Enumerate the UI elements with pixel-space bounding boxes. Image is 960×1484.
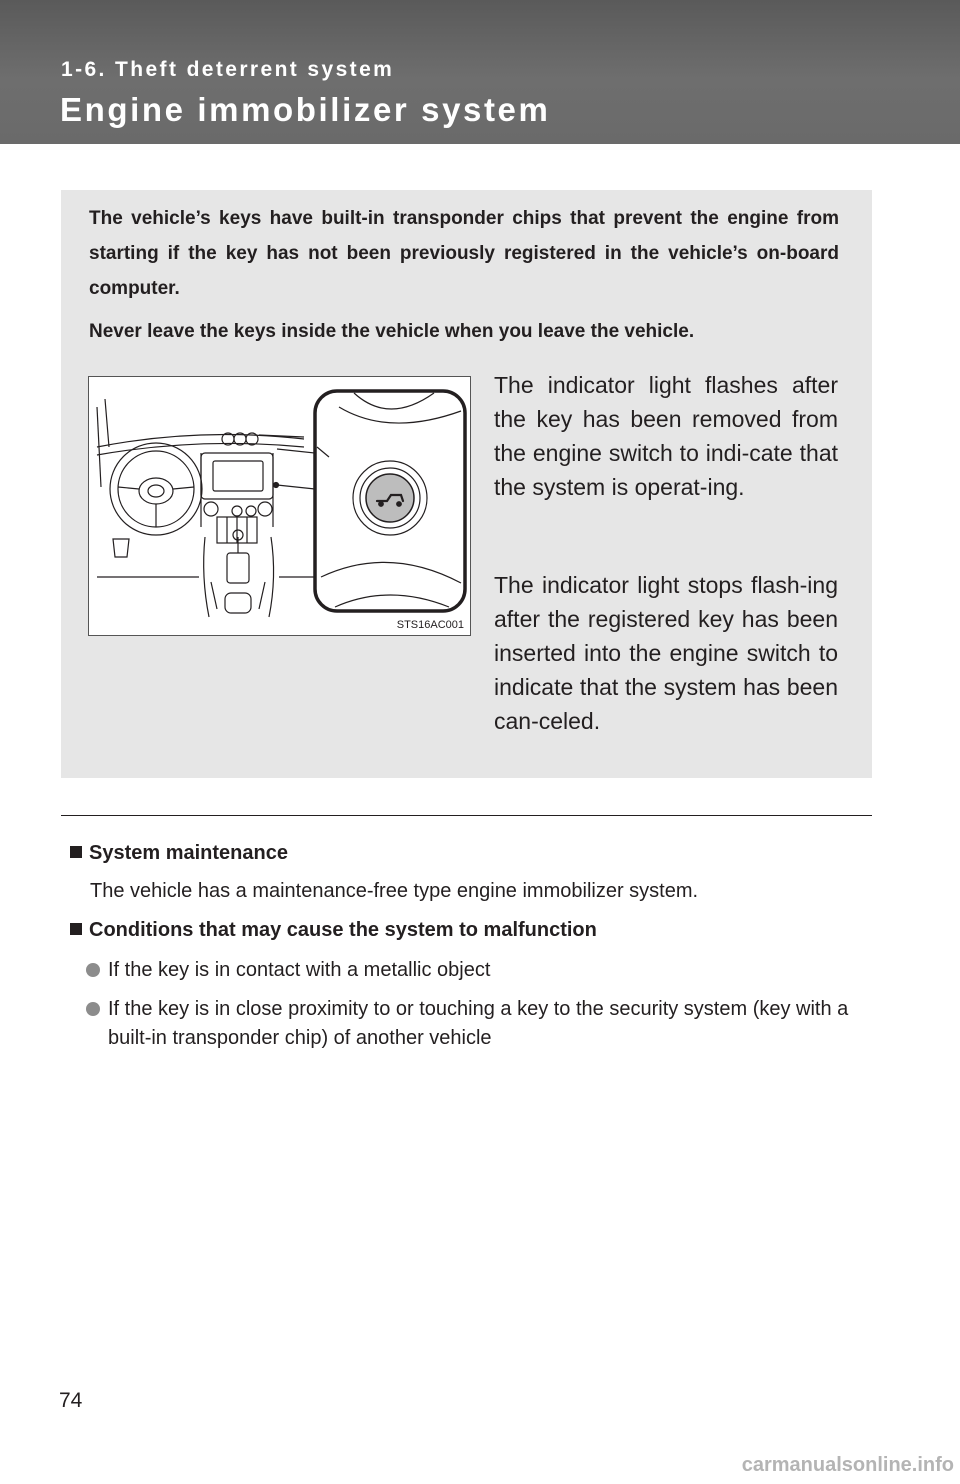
page-number: 74 [59, 1389, 83, 1412]
intro-box [61, 190, 872, 778]
page-title: Engine immobilizer system [60, 91, 551, 128]
list-item-text: If the key is in contact with a metallic object [108, 959, 491, 981]
square-bullet-icon [70, 846, 82, 858]
note-heading-maintenance [70, 842, 288, 865]
indicator-flash-text: The indicator light flashes after the key has been removed from the engine switch to indi-cate that the system is operat-ing. [494, 372, 838, 500]
list-item [86, 995, 876, 1053]
list-item [86, 956, 876, 985]
circle-bullet-icon [86, 1002, 100, 1016]
note-heading-text: Conditions that may cause the system to malfunction [89, 919, 597, 941]
watermark: carmanualsonline.info [741, 1454, 954, 1476]
note-heading-text: System maintenance [89, 842, 288, 864]
note-text-maintenance: The vehicle has a maintenance-free type engine immobilizer system. [90, 880, 699, 902]
dashboard-drawing [89, 377, 470, 635]
section-label: 1-6. Theft deterrent system [61, 58, 395, 81]
square-bullet-icon [70, 923, 82, 935]
list-item-text: If the key is in close proximity to or touching a key to the security system (key with a built-in transponder chip) of another vehicle [108, 998, 849, 1049]
section-divider [61, 815, 872, 816]
dashboard-illustration [88, 376, 471, 636]
circle-bullet-icon [86, 963, 100, 977]
intro-paragraph-warning: Never leave the keys inside the vehicle when you leave the vehicle. [89, 321, 695, 342]
page-header [0, 0, 960, 144]
note-heading-malfunction [70, 919, 597, 942]
figure-code: STS16AC001 [396, 619, 464, 631]
indicator-stop-text: The indicator light stops flash-ing after the registered key has been inserted into the engine switch to indicate that the system has been can-celed. [494, 572, 838, 734]
intro-paragraph-transponder: The vehicle’s keys have built-in transponder chips that prevent the engine from starting if the key has not been previously registered in the vehicle’s on-board computer. [89, 208, 839, 299]
